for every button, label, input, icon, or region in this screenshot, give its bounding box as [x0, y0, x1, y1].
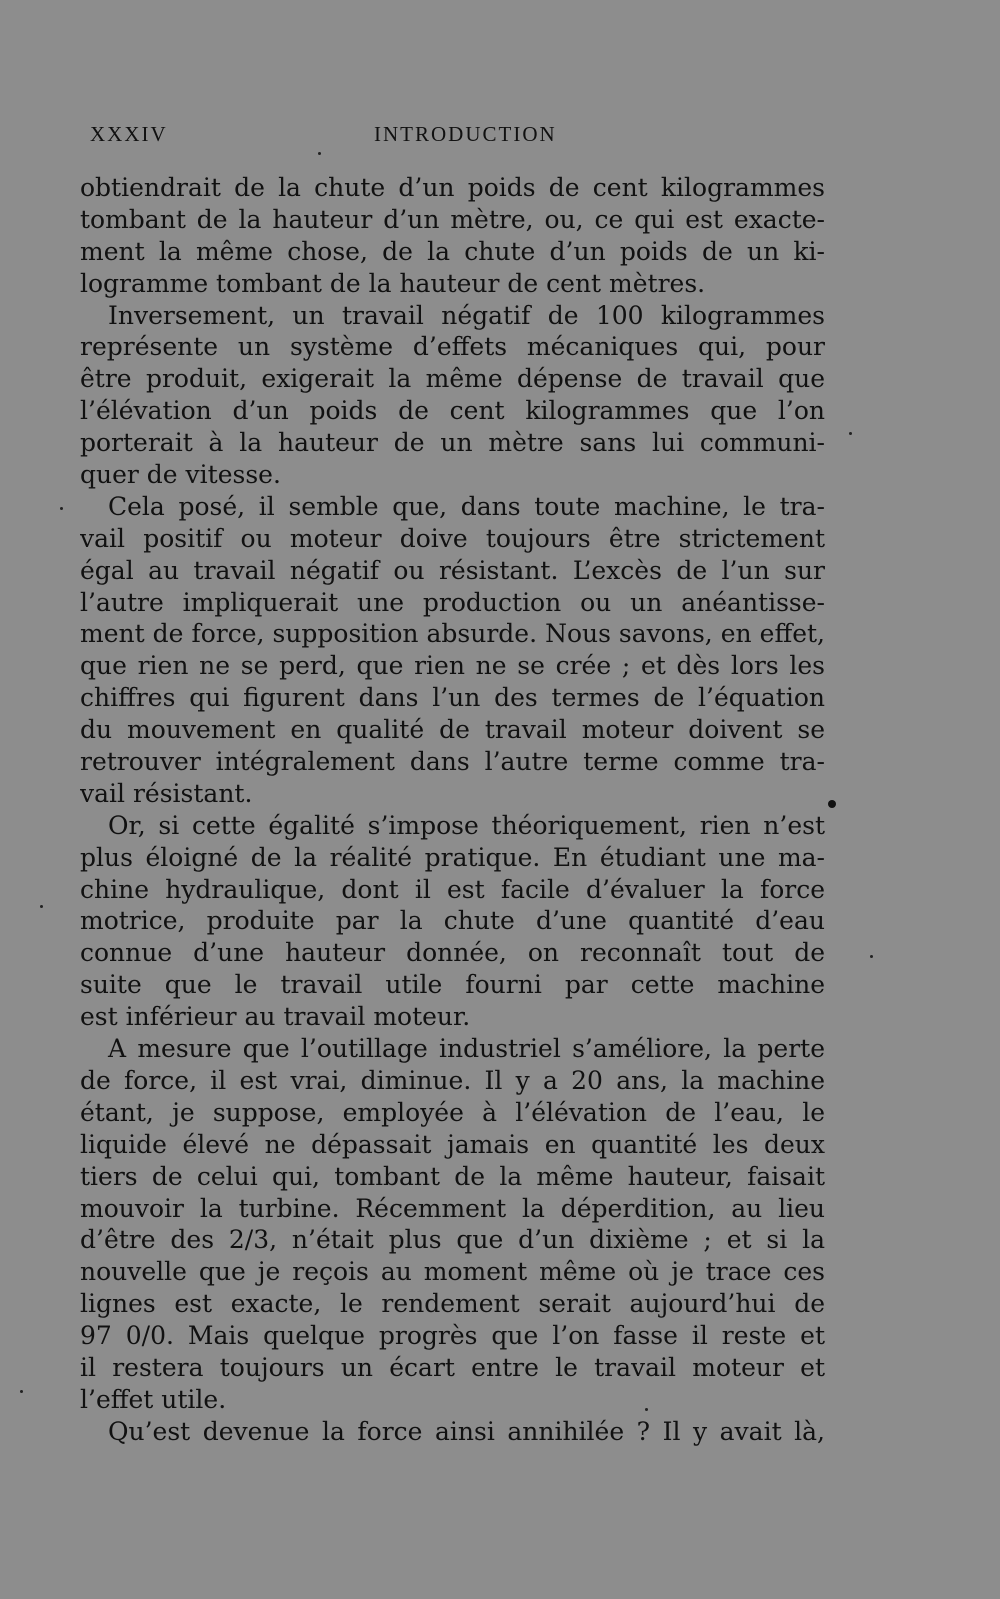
text-line: égal au travail négatif ou résistant. L’excès de l’un sur: [80, 555, 825, 585]
text-line: 97 0/0. Mais quelque progrès que l’on fasse il reste et: [80, 1321, 825, 1351]
text-line: chiffres qui figurent dans l’un des termes de l’équation: [80, 683, 825, 713]
running-header: [90, 122, 830, 152]
text-line: Cela posé, il semble que, dans toute machine, le tra-: [108, 491, 825, 521]
scan-speck: [645, 1408, 648, 1411]
text-line: liquide élevé ne dépassait jamais en quantité les deux: [80, 1129, 825, 1159]
text-line: retrouver intégralement dans l’autre terme comme tra-: [80, 747, 825, 777]
text-line: obtiendrait de la chute d’un poids de cent kilogrammes: [80, 173, 825, 202]
scan-speck: [849, 432, 852, 435]
text-line: nouvelle que je reçois au moment même où je trace ces: [80, 1257, 825, 1287]
scan-speck: [20, 1390, 23, 1393]
scan-speck: [318, 152, 321, 155]
text-line: être produit, exigerait la même dépense de travail que: [80, 364, 825, 394]
text-line: est inférieur au travail moteur.: [80, 1002, 471, 1032]
text-line: A mesure que l’outillage industriel s’améliore, la perte: [108, 1034, 825, 1064]
text-line: vail positif ou moteur doive toujours être strictement: [80, 523, 825, 553]
text-line: tombant de la hauteur d’un mètre, ou, ce qui est exacte-: [80, 204, 825, 234]
text-line: motrice, produite par la chute d’une quantité d’eau: [80, 906, 825, 936]
text-line: l’effet utile.: [80, 1384, 227, 1414]
text-line: mouvoir la turbine. Récemment la déperdition, au lieu: [80, 1193, 825, 1223]
running-title: INTRODUCTION: [374, 122, 557, 146]
text-line: l’élévation d’un poids de cent kilogrammes que l’on: [80, 396, 825, 426]
text-line: suite que le travail utile fourni par cette machine: [80, 970, 825, 1000]
text-line: représente un système d’effets mécaniques qui, pour: [80, 332, 825, 362]
scan-speck: [40, 905, 43, 908]
text-line: Inversement, un travail négatif de 100 kilogrammes: [108, 300, 825, 330]
text-line: logramme tombant de la hauteur de cent mètres.: [80, 268, 706, 298]
text-line: ment de force, supposition absurde. Nous savons, en effet,: [80, 619, 825, 649]
text-line: du mouvement en qualité de travail moteur doivent se: [80, 715, 825, 745]
text-line: Qu’est devenue la force ainsi annihilée ? Il y avait là,: [108, 1416, 825, 1446]
text-line: vail résistant.: [80, 778, 253, 808]
scan-speck: [60, 507, 63, 510]
text-line: plus éloigné de la réalité pratique. En étudiant une ma-: [80, 842, 825, 872]
text-line: il restera toujours un écart entre le travail moteur et: [80, 1352, 825, 1382]
text-line: étant, je suppose, employée à l’élévation de l’eau, le: [80, 1097, 825, 1127]
text-line: que rien ne se perd, que rien ne se crée ; et dès lors les: [80, 651, 825, 681]
text-line: Or, si cette égalité s’impose théoriquement, rien n’est: [108, 810, 825, 840]
scan-speck: [828, 800, 836, 808]
text-line: ment la même chose, de la chute d’un poids de un ki-: [80, 236, 825, 266]
text-line: quer de vitesse.: [80, 460, 281, 490]
text-line: lignes est exacte, le rendement serait aujourd’hui de: [80, 1289, 825, 1319]
scan-speck: [870, 955, 873, 958]
text-line: l’autre impliquerait une production ou un anéantisse-: [80, 587, 825, 617]
text-line: chine hydraulique, dont il est facile d’évaluer la force: [80, 874, 825, 904]
text-line: porterait à la hauteur de un mètre sans lui communi-: [80, 428, 825, 458]
text-line: connue d’une hauteur donnée, on reconnaît tout de: [80, 938, 825, 968]
page-number: XXXIV: [90, 122, 168, 146]
text-line: tiers de celui qui, tombant de la même hauteur, faisait: [80, 1161, 825, 1191]
body-text: [80, 172, 825, 1448]
text-line: de force, il est vrai, diminue. Il y a 20 ans, la machine: [80, 1065, 825, 1095]
text-line: d’être des 2/3, n’était plus que d’un dixième ; et si la: [80, 1225, 825, 1255]
